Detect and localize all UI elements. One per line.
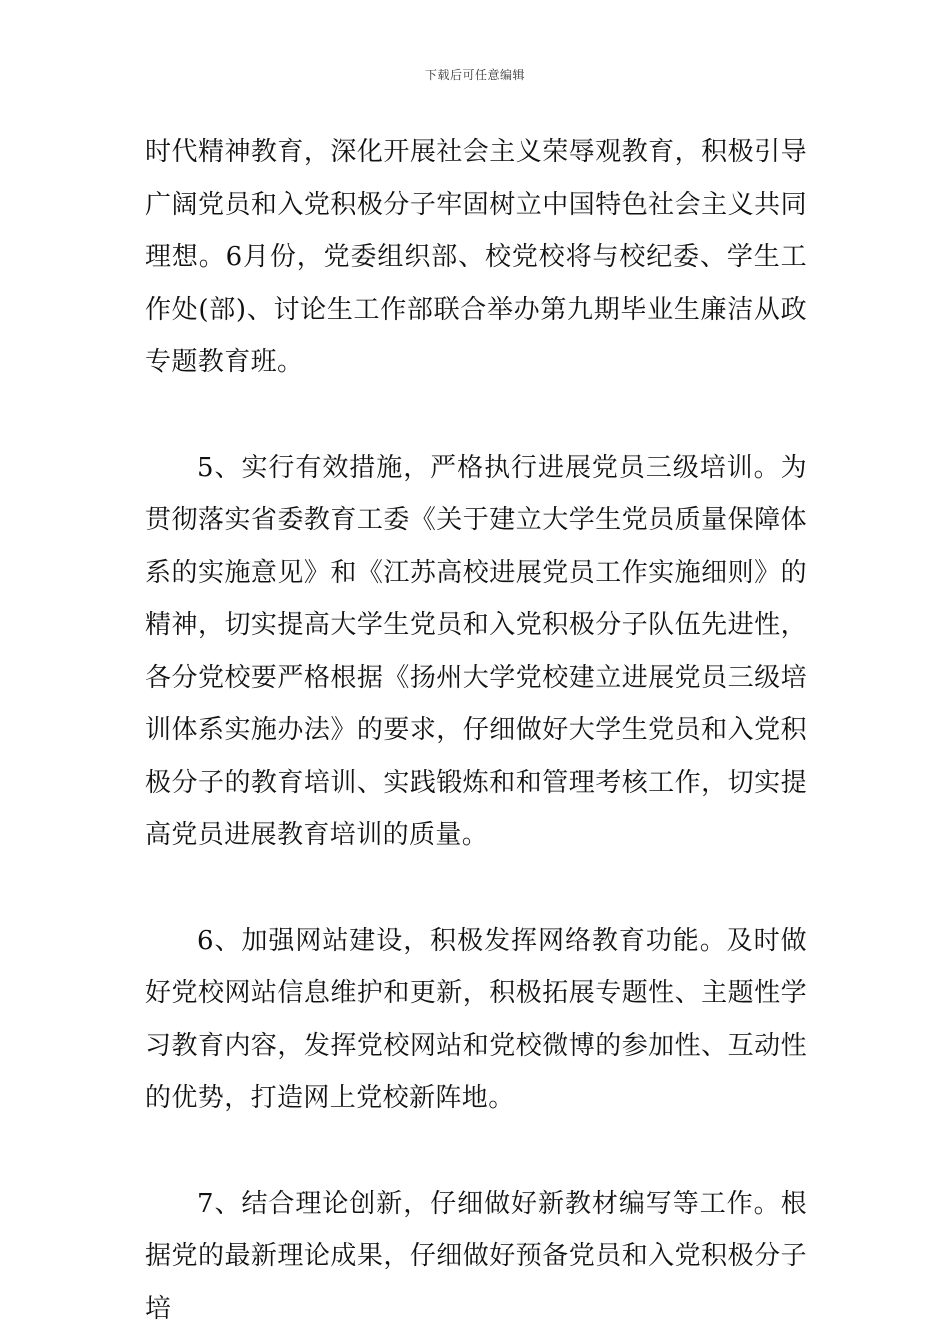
paragraph-item-5: 5、实行有效措施，严格执行进展党员三级培训。为贯彻落实省委教育工委《关于建立大学生党员质量保障体系的实施意见》和《江苏高校进展党员工作实施细则》的精神，切实提高大学生党员和入党积极分子队伍先进性，各分党校要严格根据《扬州大学党校建立进展党员三级培训体系实施办法》的要求，仔细做好大学生党员和入党积极分子的教育培训、实践锻炼和和管理考核工作，切实提高党员进展教育培训的质量。 (145, 452, 807, 850)
paragraph-spacer (145, 862, 807, 915)
document-body (145, 126, 807, 1335)
page-header: 下载后可任意编辑 (424, 68, 525, 82)
paragraph-spacer (145, 389, 807, 442)
paragraph-item-6: 6、加强网站建设，积极发挥网络教育功能。及时做好党校网站信息维护和更新，积极拓展专题性、主题性学习教育内容，发挥党校网站和党校微博的参加性、互动性的优势，打造网上党校新阵地。 (145, 925, 807, 1113)
paragraph-item-7: 7、结合理论创新，仔细做好新教材编写等工作。根据党的最新理论成果，仔细做好预备党员和入党积极分子培 (145, 1188, 807, 1324)
paragraph-spacer (145, 1125, 807, 1178)
paragraph-continuation: 时代精神教育，深化开展社会主义荣辱观教育，积极引导广阔党员和入党积极分子牢固树立中国特色社会主义共同理想。6月份，党委组织部、校党校将与校纪委、学生工作处(部)、讨论生工作部联合举办第九期毕业生廉洁从政专题教育班。 (145, 137, 807, 377)
